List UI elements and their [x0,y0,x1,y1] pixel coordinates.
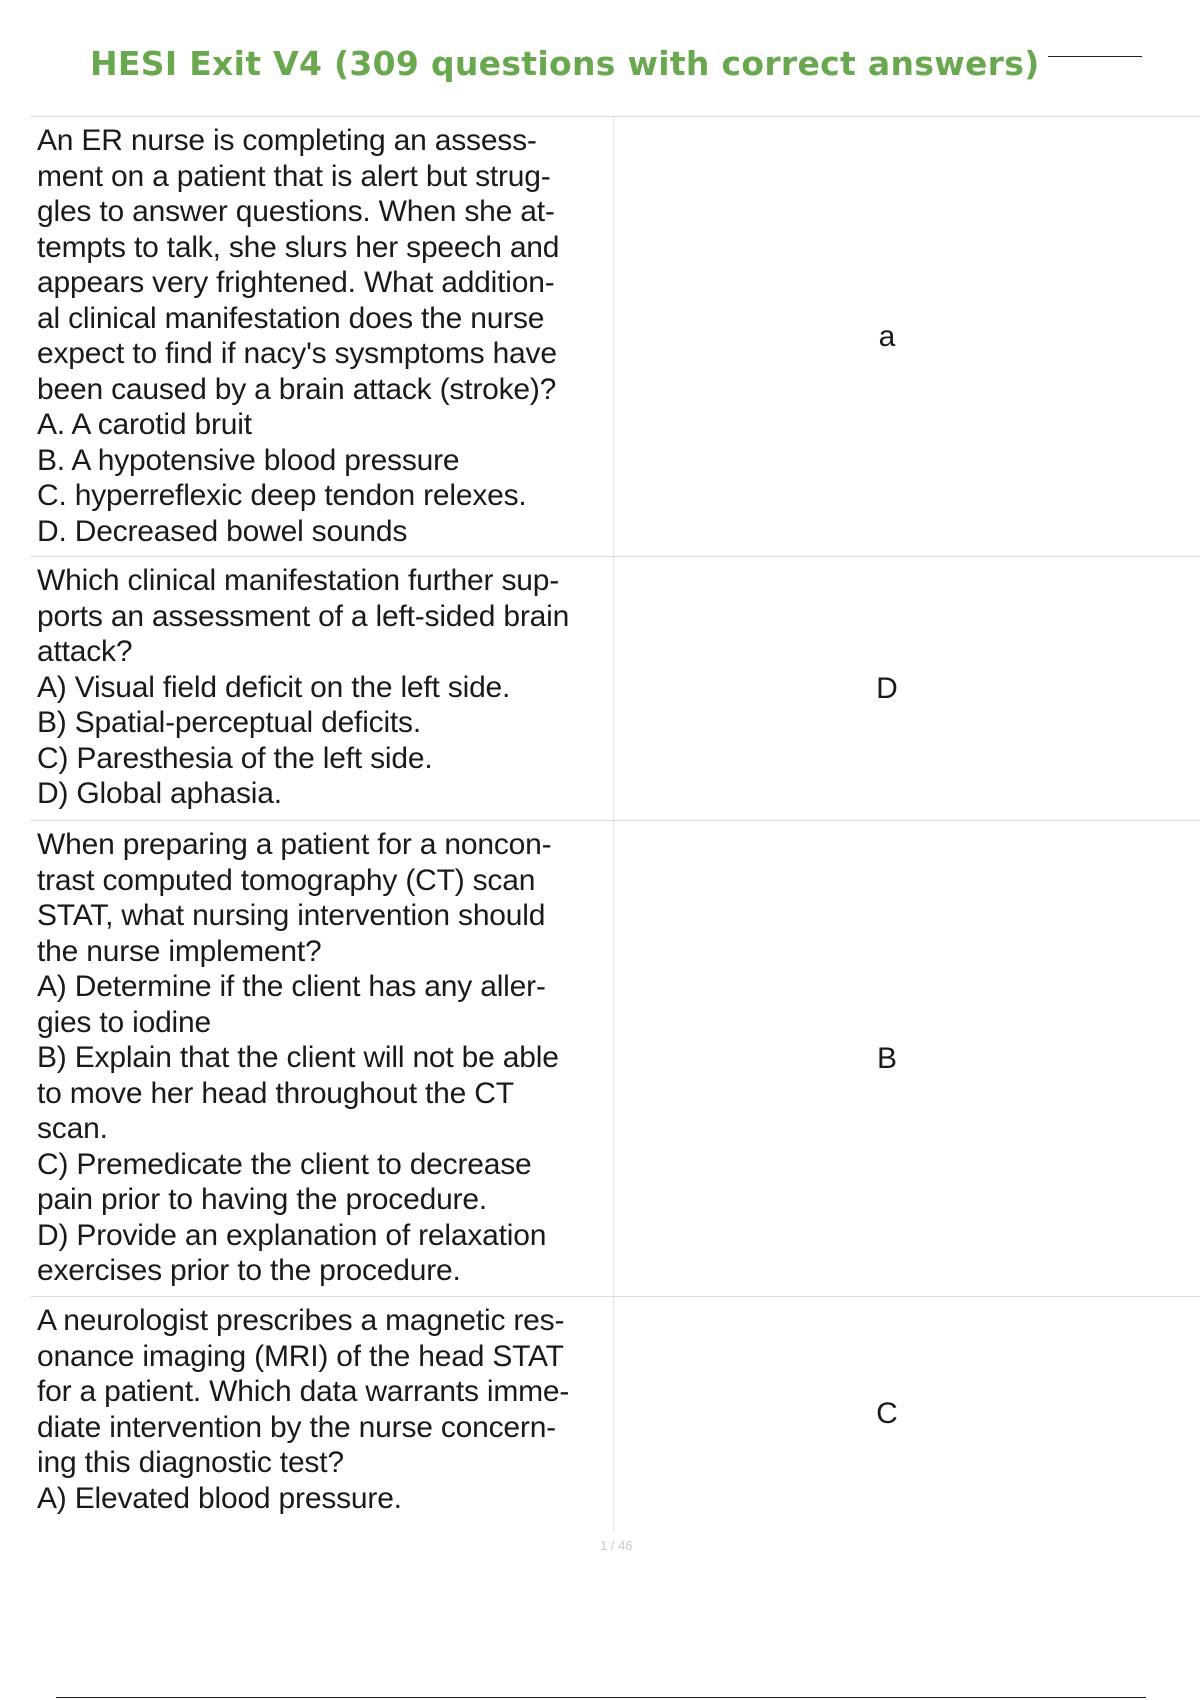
header-rule [1048,56,1142,57]
question-cell: An ER nurse is completing an assess- ment on a patient that is alert but strug- gles to answer questions. When she at- tempts to talk, she slurs her speech and appears very frightened. What addition- al clinical manifestation does the nurse expect to find if nacy's sysmptoms have been caused by a brain attack (stroke)? A. A carotid bruit B. A hypotensive blood pressure C. hyperreflexic deep tendon relexes. D. Decreased bowel sounds [30,117,614,556]
qa-row [30,1297,1200,1531]
answer-cell: B [876,1041,897,1075]
page-number: 1 / 46 [600,1538,633,1553]
answer-cell: D [876,671,898,705]
answer-cell: a [878,319,896,353]
question-cell: When preparing a patient for a noncon- trast computed tomography (CT) scan STAT, what nursing intervention should the nurse implement? A) Determine if the client has any aller- gies to iodine B) Explain that the client will not be able to move her head throughout the CT scan. C) Premedicate the client to decrease pain prior to having the procedure. D) Provide an explanation of relaxation exercises prior to the procedure. [30,821,614,1296]
document-title: HESI Exit V4 (309 questions with correct answers) [90,44,1040,83]
footer-rule [56,1697,1146,1698]
qa-table [30,116,1200,1531]
question-cell: A neurologist prescribes a magnetic res- onance imaging (MRI) of the head STAT for a patient. Which data warrants imme- diate intervention by the nurse concern- ing this diagnostic test? A) Elevated blood pressure. [30,1297,614,1531]
question-cell: Which clinical manifestation further sup- ports an assessment of a left-sided brain attack? A) Visual field deficit on the left side. B) Spatial-perceptual deficits. C) Paresthesia of the left side. D) Global aphasia. [30,557,614,820]
qa-row [30,557,1200,821]
qa-row [30,821,1200,1297]
qa-row [30,117,1200,557]
answer-cell: C [876,1397,898,1430]
